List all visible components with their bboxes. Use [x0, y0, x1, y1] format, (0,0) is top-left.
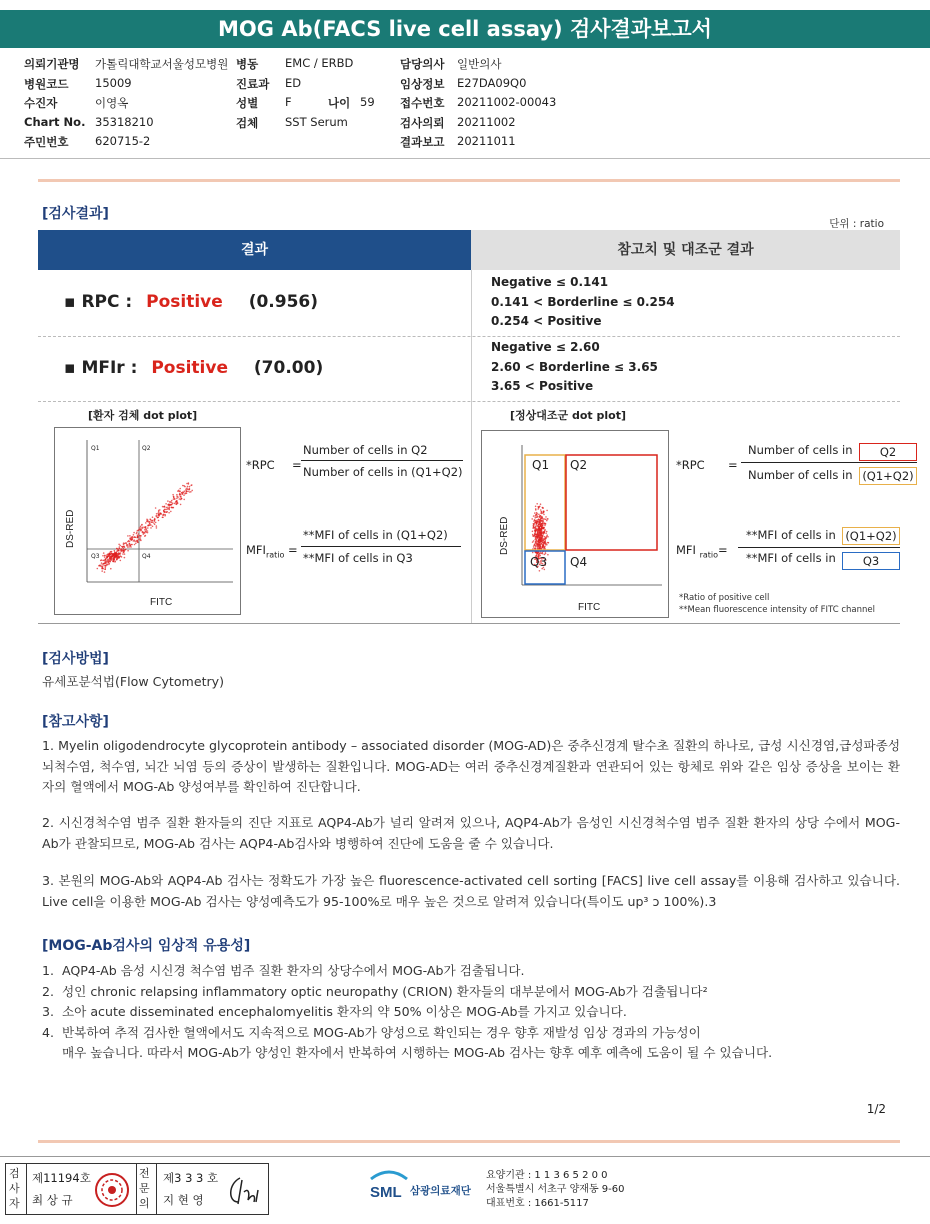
utility-item: [42, 1043, 902, 1064]
examiner-name: 최 상 규: [32, 1193, 73, 1207]
specimen-label: 검체: [236, 116, 259, 130]
results-table: [38, 230, 914, 624]
specimen-value: SST Serum: [285, 115, 348, 129]
patient-q3-label: Q3: [91, 553, 100, 560]
rpc-value: (0.956): [248, 292, 318, 312]
signature-box: [5, 1163, 269, 1215]
sex-label: 성별: [236, 96, 259, 110]
ward-value: EMC / ERBD: [285, 56, 354, 70]
report-value: 20211011: [457, 134, 516, 148]
receipt-value: 20211002-00043: [457, 95, 557, 109]
results-section-title: [검사결과]: [42, 206, 109, 222]
control-rpc-numerator: Number of cells in: [748, 443, 853, 457]
rpc-formula-numerator: Number of cells in Q2: [303, 443, 428, 457]
mfir-ref-negative: Negative ≤ 2.60: [491, 340, 600, 354]
header-divider: [0, 158, 930, 159]
mfi-fraction-line: [301, 546, 461, 547]
reviewer-name: 지 현 영: [163, 1193, 204, 1207]
resident-label: 주민번호: [24, 135, 69, 149]
control-mfi-q3-box: Q3: [842, 552, 900, 570]
utility-item-text: AQP4-Ab 음성 시신경 척수염 범주 질환 환자의 상당수에서 MOG-Ab가 검출됩니다.: [62, 963, 525, 978]
mfir-reference: [491, 338, 658, 397]
rpc-formula-name: *RPC: [246, 458, 275, 472]
rpc-reference: [491, 273, 675, 332]
utility-item-text: 반복하여 추적 검사한 혈액에서도 지속적으로 MOG-Ab가 양성으로 확인되는 경우 향후 재발성 임상 경과의 가능성이: [62, 1024, 701, 1040]
control-q4-label: Q4: [570, 555, 588, 569]
utility-item-number: 4.: [42, 1024, 55, 1040]
sex-value: F: [285, 95, 292, 109]
control-mfi-subscript: ratio: [699, 550, 719, 560]
method-section-title: [검사방법]: [42, 651, 109, 667]
mfi-formula-denominator: **MFI of cells in Q3: [303, 551, 413, 565]
note-paragraph-3: 3. 본원의 MOG-Ab와 AQP4-Ab 검사는 정확도가 가장 높은 fluorescence-activated cell sorting [FACS] live cell assay를 이용해 검사하고 있습니다. Live cell을 이용한 MOG-Ab 검사는 양성예측도가 95-100%로 매우 높은 것으로 알려져 있습니다(특이도 up³ ɔ 100%).3: [42, 873, 900, 909]
mfi-eq: =: [288, 543, 298, 557]
mfir-label: ▪ MFIr :: [64, 358, 138, 378]
top-divider: [38, 179, 900, 182]
sml-logo-text: SML: [370, 1184, 402, 1201]
rpc-status: Positive: [146, 292, 223, 312]
control-scatter-svg: [482, 431, 668, 617]
report-label: 결과보고: [400, 135, 445, 149]
patient-q2-label: Q2: [142, 445, 151, 452]
age-value: 59: [360, 95, 375, 109]
page-number: 1/2: [866, 1102, 886, 1116]
org-phone: 대표번호 : 1661-5117: [486, 1198, 589, 1209]
result-column-header: 결과: [38, 230, 471, 270]
control-mfi-eq: =: [718, 543, 728, 557]
request-value: 20211002: [457, 115, 516, 129]
utility-item: [42, 961, 902, 982]
mfi-formula-numerator: **MFI of cells in (Q1+Q2): [303, 528, 448, 542]
chart-label: Chart No.: [24, 115, 86, 129]
footnotes: [679, 592, 875, 616]
control-q1-label: Q1: [532, 458, 550, 472]
rpc-ref-positive: 0.254 < Positive: [491, 314, 602, 328]
age-label: 나이: [328, 96, 351, 110]
patient-value: 이영옥: [95, 96, 129, 110]
patient-info-header: [0, 52, 930, 158]
report-title: MOG Ab(FACS live cell assay) 검사결과보고서: [0, 10, 930, 48]
dept-value: ED: [285, 76, 302, 90]
rpc-fraction-line: [301, 460, 463, 461]
control-mfi-label: MFI: [676, 543, 696, 557]
utility-list: [42, 961, 902, 1064]
mfir-ref-borderline: 2.60 < Borderline ≤ 3.65: [491, 359, 658, 374]
mfir-result: [64, 358, 323, 378]
table-bottom-line: [38, 623, 900, 624]
dept-label: 진료과: [236, 77, 270, 91]
utility-item: [42, 1023, 902, 1044]
chart-value: 35318210: [95, 115, 154, 129]
control-q2-box: Q2: [859, 443, 917, 461]
utility-item-text: 매우 높습니다. 따라서 MOG-Ab가 양성인 환자에서 반복하여 시행하는 MOG-Ab 검사는 향후 예후 예측에 도움이 될 수 있습니다.: [62, 1045, 773, 1060]
footnote-ratio: *Ratio of positive cell: [679, 593, 770, 603]
note-paragraph-1: 1. Myelin oligodendrocyte glycoprotein antibody – associated disorder (MOG-AD)은 중추신경계 탈수초 질환의 하나로, 급성 시신경염,급성파종성 뇌척수염, 척수염, 뇌간 뇌염 등의 증상이 발생하는 질환입니다. MOG-AD는 여러 중추신경계질환과 연관되어 있는 항체로 위와 같은 임상 증상을 보이는 환자의 혈액에서 MOG-Ab 양성여부를 확인하여 진단합니다.: [42, 738, 900, 794]
receipt-label: 접수번호: [400, 96, 445, 110]
utility-item-text: 소아 acute disseminated encephalomyelitis 환자의 약 50% 이상은 MOG-Ab를 가지고 있습니다.: [62, 1004, 627, 1019]
control-x-axis-label: FITC: [578, 602, 601, 613]
control-q2-label: Q2: [570, 458, 588, 472]
org-name: 삼광의료재단: [410, 1185, 471, 1197]
mfir-ref-positive: 3.65 < Positive: [491, 379, 594, 393]
doctor-label: 담당의사: [400, 57, 445, 71]
control-plot-caption: [정상대조군 dot plot]: [510, 409, 626, 422]
patient-scatter-svg: [55, 428, 240, 614]
column-divider: [471, 270, 472, 624]
row-divider: [38, 336, 900, 337]
hospital-label: 의뢰기관명: [24, 57, 80, 71]
doctor-value: 일반의사: [457, 57, 502, 71]
unit-label: 단위 : ratio: [829, 218, 884, 230]
request-label: 검사의뢰: [400, 116, 445, 130]
patient-q4-label: Q4: [142, 553, 151, 560]
utility-item: [42, 982, 902, 1003]
control-mfi-q1q2-box: (Q1+Q2): [842, 527, 900, 545]
patient-label: 수진자: [24, 96, 58, 110]
bottom-divider: [38, 1140, 900, 1143]
rpc-ref-negative: Negative ≤ 0.141: [491, 275, 609, 289]
rpc-ref-borderline: 0.141 < Borderline ≤ 0.254: [491, 294, 675, 309]
control-rpc-name: *RPC: [676, 458, 705, 472]
patient-plot-caption: [환자 검체 dot plot]: [88, 409, 198, 422]
patient-q1-label: Q1: [91, 445, 100, 452]
code-label: 병원코드: [24, 77, 69, 91]
mfi-formula-name: [246, 543, 298, 559]
org-address: 서울특별시 서초구 양재동 9-60: [486, 1184, 625, 1195]
care-number: 요양기관 : 1 1 3 6 5 2 0 0: [486, 1170, 608, 1181]
patient-dot-plot: [54, 427, 241, 615]
mfi-subscript: ratio: [265, 550, 285, 560]
control-rpc-eq: =: [728, 458, 738, 472]
utility-item-number: 3.: [42, 1004, 55, 1019]
control-q3-label: Q3: [530, 555, 548, 569]
control-dot-plot: [481, 430, 669, 618]
patient-x-axis-label: FITC: [150, 597, 173, 608]
examiner-seal: [94, 1172, 130, 1208]
utility-item-number: 1.: [42, 963, 55, 978]
reviewer-license: 제3 3 3 호: [163, 1171, 219, 1185]
control-y-axis-label: DS-RED: [499, 516, 510, 555]
utility-section-title: [MOG-Ab검사의 임상적 유용성]: [42, 938, 251, 954]
rpc-formula-eq: =: [292, 458, 302, 472]
control-q1q2-box: (Q1+Q2): [859, 467, 917, 485]
report-footer: [0, 1156, 930, 1224]
control-mfi-fraction-line: [738, 547, 900, 548]
org-info: [486, 1169, 625, 1211]
notes-section-title: [참고사항]: [42, 714, 109, 730]
sml-logo-icon: [368, 1167, 410, 1201]
method-text: 유세포분석법(Flow Cytometry): [42, 674, 225, 689]
utility-item: [42, 1002, 902, 1023]
examiner-license: 제11194호: [32, 1171, 91, 1185]
reference-column-header: 참고치 및 대조군 결과: [471, 230, 900, 270]
utility-item-number: 2.: [42, 983, 55, 999]
ward-label: 병동: [236, 57, 259, 71]
mfi-name: MFI: [246, 543, 266, 557]
reviewer-label: 전문의: [139, 1167, 150, 1210]
note-paragraph-2: 2. 시신경척수염 범주 질환 환자들의 진단 지표로 AQP4-Ab가 널리 알려져 있으나, AQP4-Ab가 음성인 시신경척수염 범주 질환 환자의 상당 수에서 MOG-Ab가 관찰되므로, MOG-Ab 검사는 AQP4-Ab검사와 병행하여 진단에 도움을 줄 수 있습니다.: [42, 815, 900, 851]
control-rpc-denominator: Number of cells in: [748, 468, 853, 482]
control-mfi-denominator: **MFI of cells in: [746, 551, 836, 565]
patient-y-axis-label: DS-RED: [65, 509, 76, 548]
mfir-value: (70.00): [253, 358, 324, 378]
examiner-label: 검사자: [9, 1167, 20, 1210]
code-value: 15009: [95, 76, 132, 90]
clinical-value: E27DA09Q0: [457, 76, 527, 90]
control-mfi-numerator: **MFI of cells in: [746, 528, 836, 542]
reviewer-signature: [224, 1172, 266, 1208]
rpc-result: [64, 292, 318, 312]
clinical-label: 임상정보: [400, 77, 445, 91]
control-mfi-name: [676, 543, 728, 559]
rpc-label: ▪ RPC :: [64, 292, 133, 312]
control-rpc-fraction-line: [741, 462, 917, 463]
mfir-status: Positive: [151, 358, 228, 378]
rpc-formula-denominator: Number of cells in (Q1+Q2): [303, 465, 463, 479]
utility-item-text: 성인 chronic relapsing inflammatory optic neuropathy (CRION) 환자들의 대부분에서 MOG-Ab가 검출됩니다²: [62, 983, 708, 999]
hospital-value: 가톨릭대학교서울성모병원: [95, 57, 229, 71]
plot-divider: [38, 401, 900, 402]
resident-value: 620715-2: [95, 134, 151, 148]
footnote-mfi: **Mean fluorescence intensity of FITC channel: [679, 605, 875, 615]
